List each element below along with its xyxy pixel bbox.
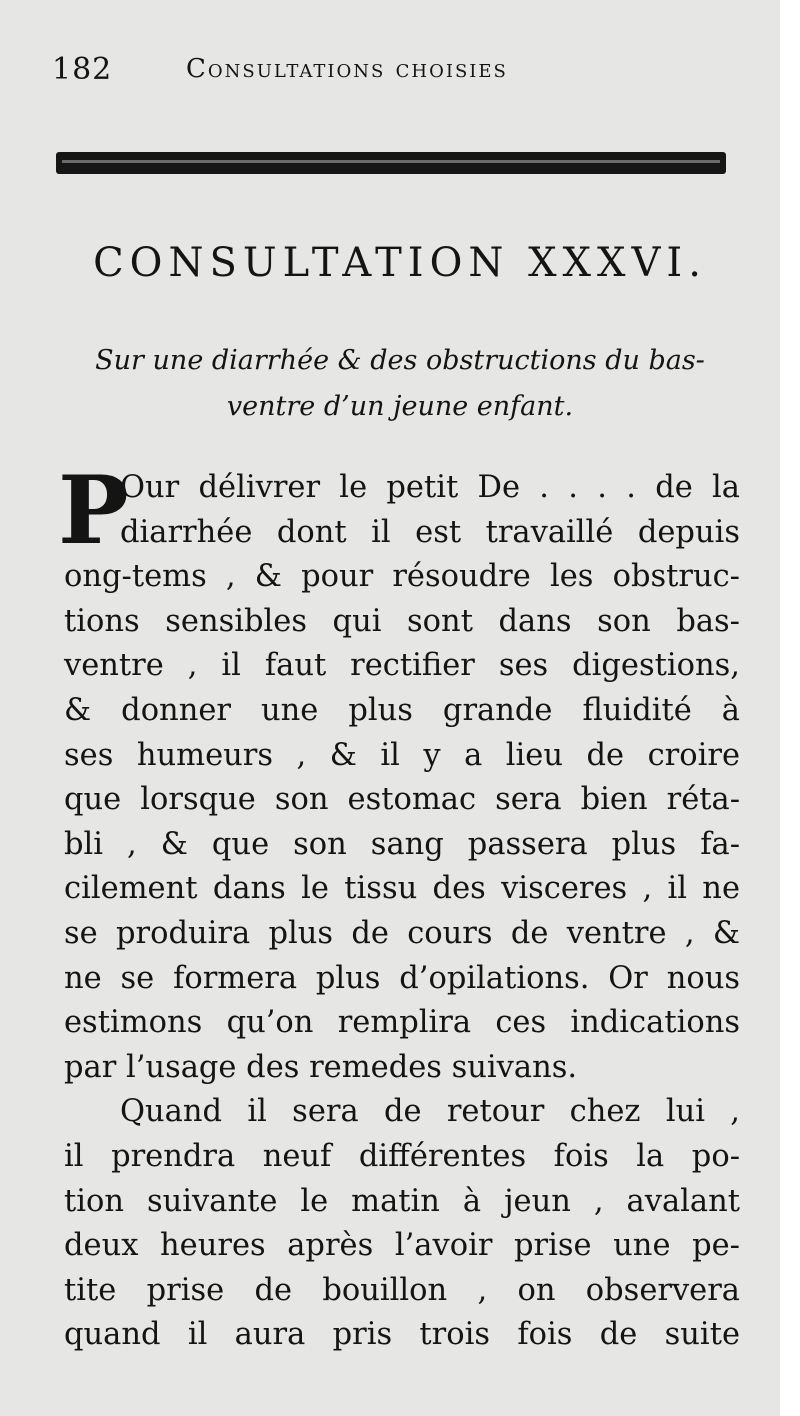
text-line: & donner une plus grande fluidité à [64, 692, 740, 728]
page-header [52, 52, 752, 102]
page-number: 182 [52, 52, 113, 87]
header-rule [56, 152, 726, 174]
text-line: ong-tems , & pour résoudre les obstruc- [64, 559, 740, 595]
running-head: Consultations choisies [186, 54, 508, 84]
text-line: que lorsque son estomac sera bien réta- [64, 782, 740, 818]
text-line: tions sensibles qui sont dans son bas- [64, 603, 740, 639]
text-line: bli , & que son sang passera plus fa- [64, 826, 740, 862]
subtitle-line: Sur une diarrhée & des obstructions du bas- [95, 345, 705, 376]
drop-cap: P [58, 456, 129, 566]
text-line: tion suivante le matin à jeun , avalant [64, 1183, 740, 1219]
text-line: ventre , il faut rectifier ses digestions, [64, 648, 740, 684]
text-line: deux heures après l’avoir prise une pe- [64, 1228, 740, 1264]
chapter-title: CONSULTATION XXXVI. [93, 240, 707, 286]
text-line: il prendra neuf différentes fois la po- [64, 1138, 740, 1174]
paragraph-2 [64, 1090, 740, 1358]
text-line: Our délivrer le petit De . . . . de la [120, 470, 740, 505]
text-line: se produira plus de cours de ventre , & [64, 915, 740, 951]
paragraph-1 [58, 456, 740, 1090]
subtitle-line: ventre d’un jeune enfant. [226, 391, 574, 422]
text-line: diarrhée dont il est travaillé depuis [120, 514, 740, 550]
text-line: par l’usage des remedes suivans. [64, 1049, 578, 1085]
page-margin [780, 0, 800, 1416]
text-line: ne se formera plus d’opilations. Or nous [64, 960, 740, 996]
text-line: estimons qu’on remplira ces indications [64, 1005, 740, 1041]
text-line: quand il aura pris trois fois de suite [64, 1317, 740, 1353]
chapter-subtitle [40, 338, 760, 430]
text-line: tite prise de bouillon , on observera [64, 1272, 740, 1308]
text-line: Quand il sera de retour chez lui , [120, 1094, 740, 1130]
body-text [58, 456, 740, 1358]
text-line: ses humeurs , & il y a lieu de croire [64, 737, 740, 773]
text-line: cilement dans le tissu des visceres , il ne [64, 871, 740, 907]
